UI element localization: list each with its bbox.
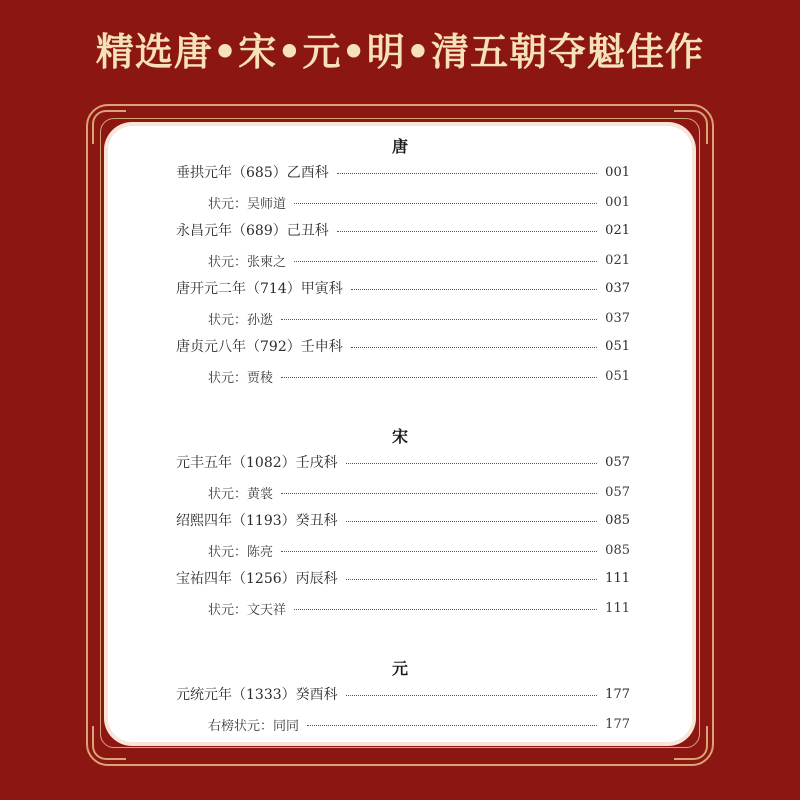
- entry-label: 状元：黄裳: [208, 486, 274, 502]
- toc-entry[interactable]: [176, 334, 630, 358]
- toc-subentry[interactable]: [208, 596, 630, 620]
- page-number: 057: [605, 454, 630, 470]
- entry-label: 右榜状元：同同: [208, 718, 300, 734]
- toc-entry[interactable]: [176, 566, 630, 590]
- page-number: 177: [605, 686, 630, 702]
- page-number: 177: [605, 716, 630, 732]
- dot-leader: [337, 173, 597, 174]
- entry-label: 元统元年（1333）癸酉科: [176, 687, 338, 703]
- page-number: 001: [605, 164, 630, 180]
- page-number: 057: [605, 484, 630, 500]
- page-number: 037: [605, 310, 630, 326]
- banner-title: 精选唐•宋•元•明•清五朝夺魁佳作: [95, 30, 705, 74]
- toc-entry[interactable]: [176, 508, 630, 532]
- toc-entry[interactable]: [176, 160, 630, 184]
- entry-label: 唐贞元八年（792）壬申科: [176, 339, 343, 355]
- entry-label: 状元：吴师道: [208, 196, 287, 212]
- page-number: 021: [605, 222, 630, 238]
- toc-page: [108, 126, 692, 742]
- dot-leader: [281, 377, 597, 378]
- table-of-contents: [108, 126, 692, 742]
- page-number: 111: [605, 600, 630, 616]
- toc-entry[interactable]: [176, 276, 630, 300]
- dot-leader: [337, 231, 597, 232]
- dot-leader: [294, 609, 597, 610]
- dot-leader: [351, 289, 597, 290]
- dot-leader: [294, 203, 597, 204]
- section-heading: 元: [391, 659, 408, 678]
- dot-leader: [307, 725, 597, 726]
- dot-leader: [346, 695, 598, 696]
- page-number: 051: [605, 368, 630, 384]
- toc-entry[interactable]: [176, 218, 630, 242]
- toc-subentry[interactable]: [208, 538, 630, 562]
- dot-leader: [346, 579, 598, 580]
- toc-entry[interactable]: [176, 682, 630, 706]
- toc-subentry[interactable]: [208, 712, 630, 736]
- toc-entry[interactable]: [176, 450, 630, 474]
- page-number: 051: [605, 338, 630, 354]
- entry-label: 垂拱元年（685）乙酉科: [176, 165, 329, 181]
- page-number: 001: [605, 194, 630, 210]
- page-number: 085: [605, 512, 630, 528]
- toc-subentry[interactable]: [208, 248, 630, 272]
- entry-label: 永昌元年（689）己丑科: [176, 223, 329, 239]
- entry-label: 元丰五年（1082）壬戌科: [176, 455, 338, 471]
- page-number: 085: [605, 542, 630, 558]
- dot-leader: [281, 551, 597, 552]
- entry-label: 状元：陈亮: [208, 544, 274, 560]
- dot-leader: [281, 319, 597, 320]
- entry-label: 状元：文天祥: [208, 602, 287, 618]
- toc-subentry[interactable]: [208, 480, 630, 504]
- dot-leader: [351, 347, 597, 348]
- entry-label: 状元：孙逖: [208, 312, 274, 328]
- entry-label: 状元：张柬之: [208, 254, 287, 270]
- dot-leader: [346, 463, 598, 464]
- page-number: 021: [605, 252, 630, 268]
- entry-label: 唐开元二年（714）甲寅科: [176, 281, 343, 297]
- toc-subentry[interactable]: [208, 190, 630, 214]
- section-heading: 唐: [391, 137, 408, 156]
- entry-label: 绍熙四年（1193）癸丑科: [176, 513, 338, 529]
- dot-leader: [281, 493, 597, 494]
- entry-label: 宝祐四年（1256）丙辰科: [176, 571, 338, 587]
- dot-leader: [294, 261, 597, 262]
- dot-leader: [346, 521, 598, 522]
- toc-subentry[interactable]: [208, 306, 630, 330]
- entry-label: 状元：贾稜: [208, 370, 274, 386]
- page-number: 037: [605, 280, 630, 296]
- toc-subentry[interactable]: [208, 364, 630, 388]
- section-heading: 宋: [391, 427, 408, 446]
- page-number: 111: [605, 570, 630, 586]
